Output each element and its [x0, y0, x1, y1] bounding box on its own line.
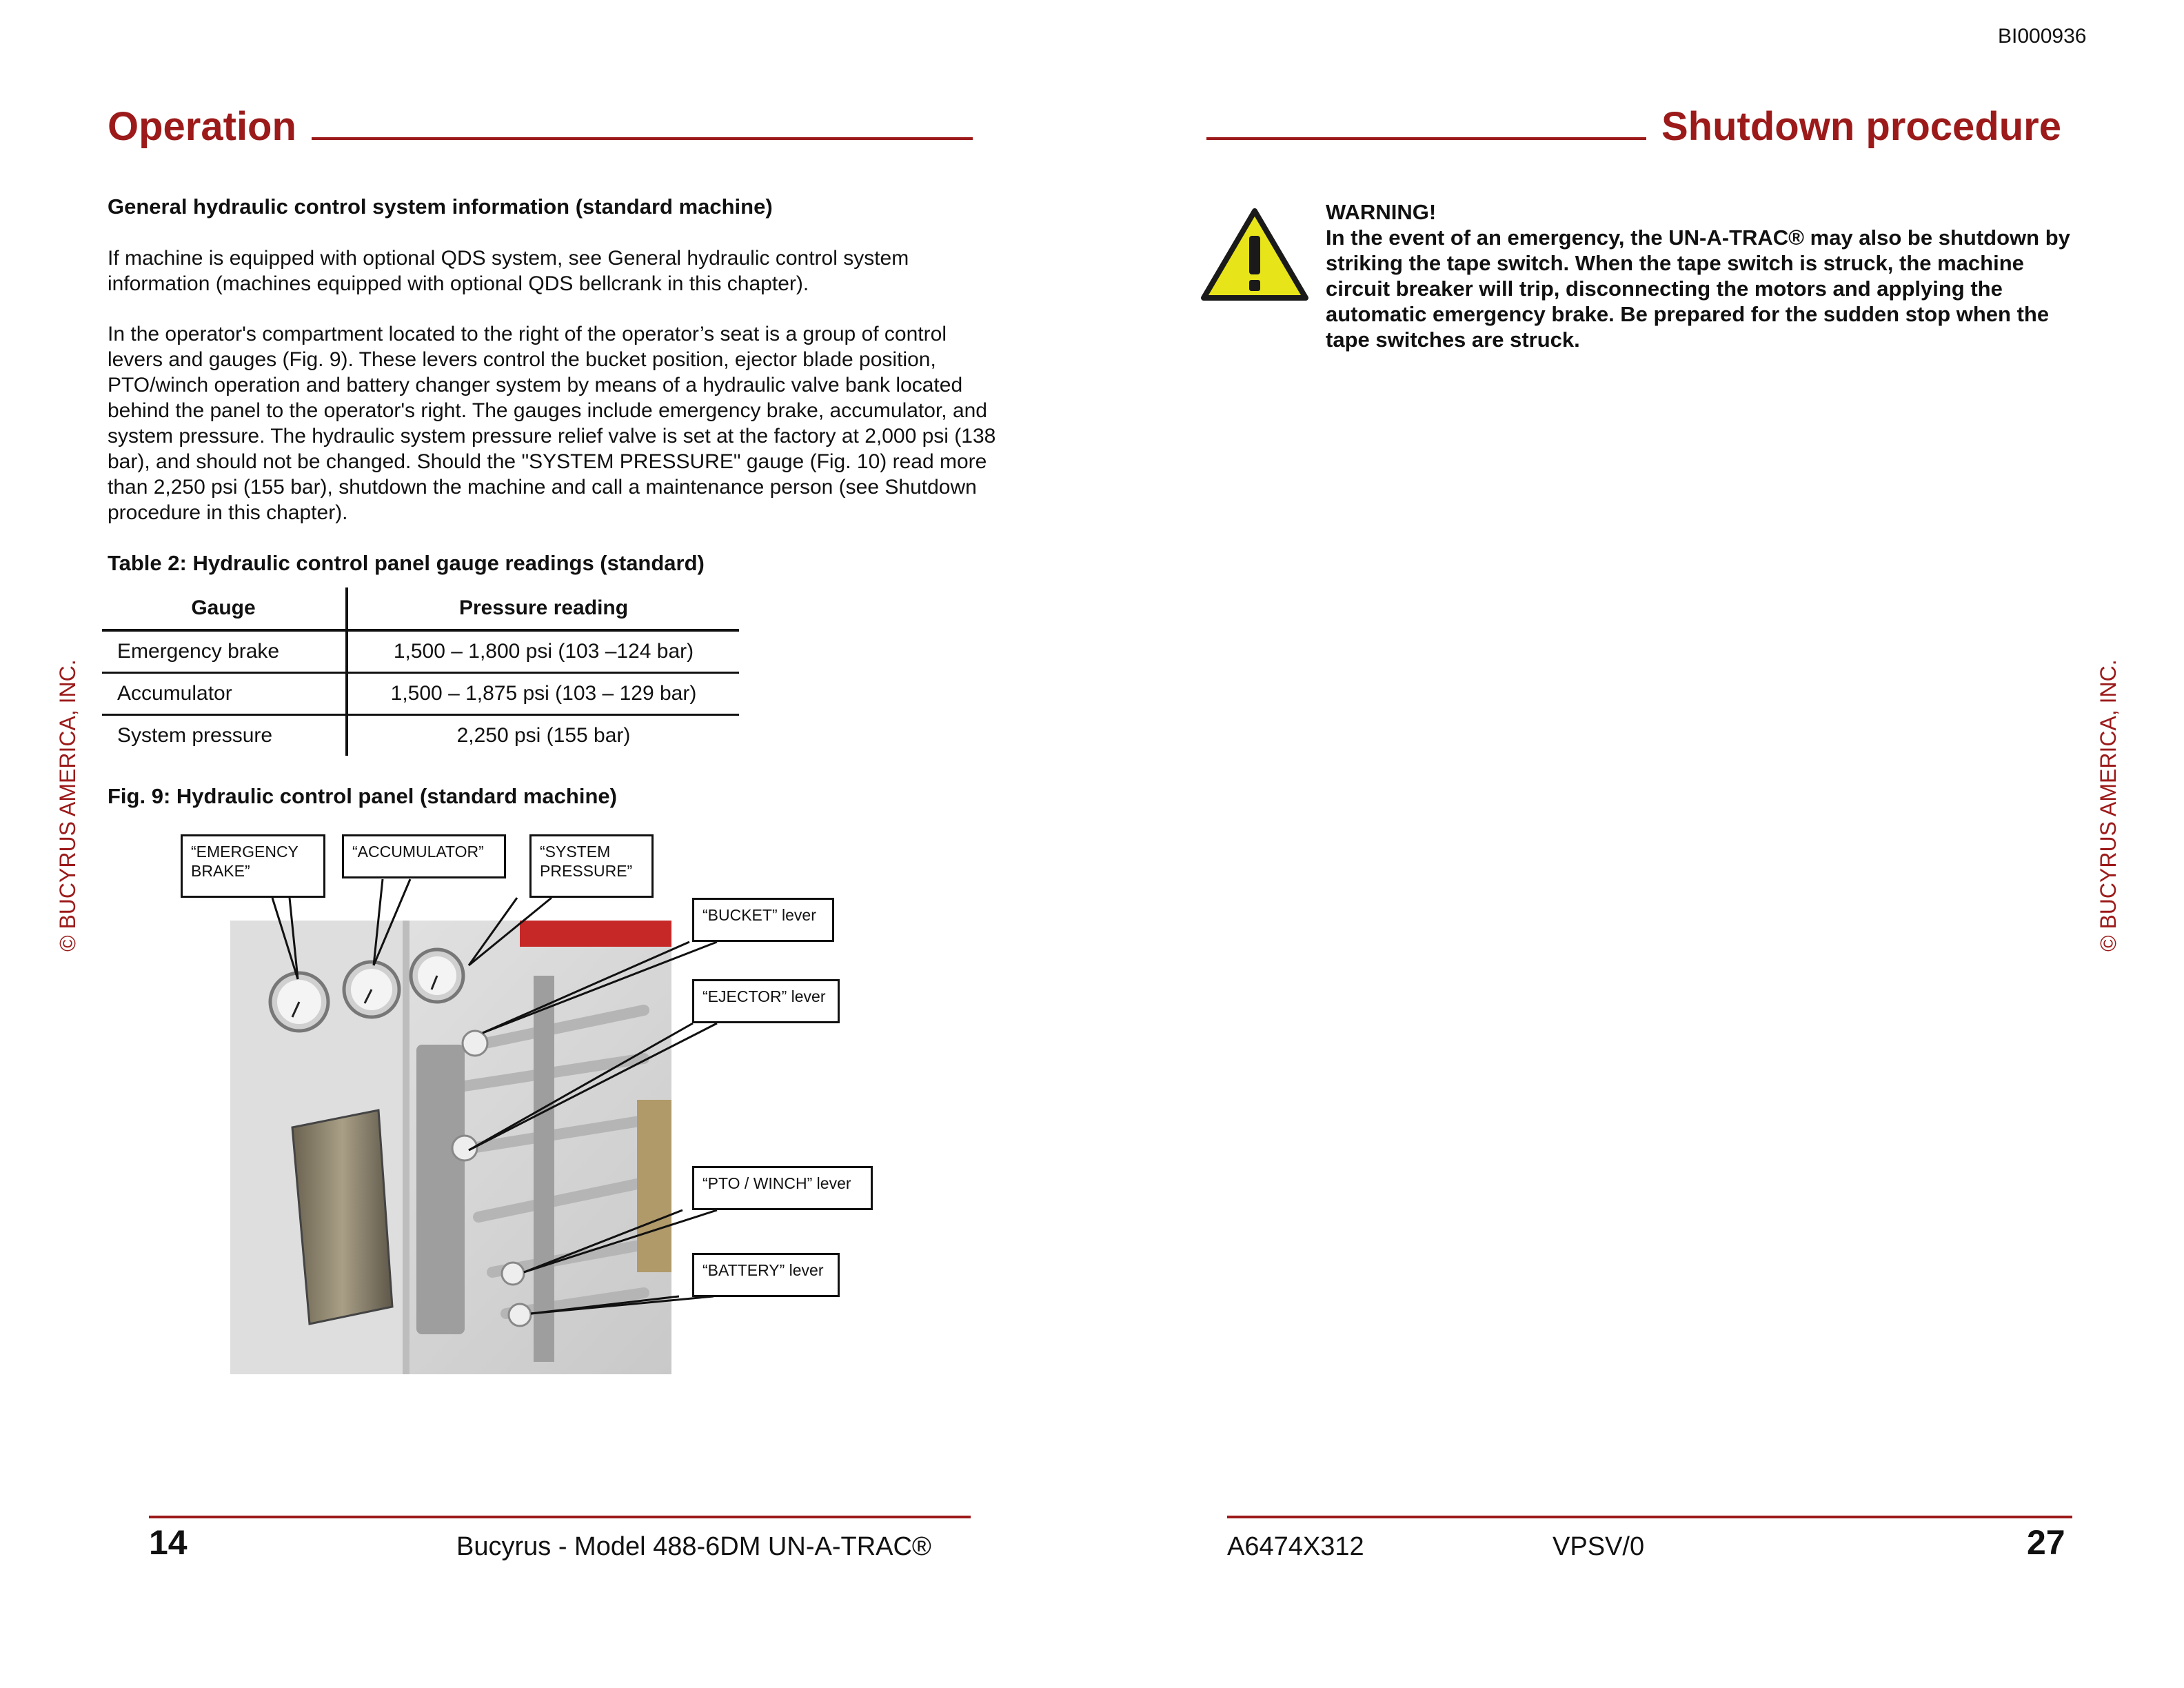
document-id: BI000936: [1998, 25, 2087, 48]
footer-rule-right: [1227, 1516, 2072, 1518]
hydraulic-panel-photo: [230, 921, 671, 1374]
cell-pressure: 1,500 – 1,875 psi (103 – 129 bar): [347, 673, 739, 715]
footer-rule-left: [149, 1516, 971, 1518]
cell-pressure: 1,500 – 1,800 psi (103 –124 bar): [347, 630, 739, 673]
sub-heading: General hydraulic control system information (standard machine): [108, 194, 773, 219]
footer-revision: VPSV/0: [1553, 1532, 1645, 1561]
table-row: [102, 630, 739, 673]
table-header-row: [102, 587, 739, 630]
callout-pto-winch-lever: “PTO / WINCH” lever: [692, 1166, 873, 1210]
copyright-left: © BUCYRUS AMERICA, INC.: [55, 659, 80, 952]
callout-system-pressure: “SYSTEM PRESSURE”: [529, 834, 654, 898]
callout-emergency-brake: “EMERGENCY BRAKE”: [181, 834, 325, 898]
footer-model: Bucyrus - Model 488-6DM UN-A-TRAC®: [456, 1532, 931, 1561]
callout-accumulator: “ACCUMULATOR”: [342, 834, 506, 878]
table-row: [102, 673, 739, 715]
copyright-right: © BUCYRUS AMERICA, INC.: [2096, 659, 2121, 952]
warning-body: In the event of an emergency, the UN-A-TRAC® may also be shutdown by striking the tape switch. When the tape switch is struck, the machine circuit breaker will trip, disconnecting the motors and applying the automatic emergency brake. Be prepared for the sudden stop when the tape switches are struck.: [1326, 225, 2070, 352]
section-heading-shutdown: [1206, 103, 2061, 150]
warning-title: WARNING!: [1326, 200, 1437, 224]
paragraph-controls: In the operator's compartment located to the right of the operator’s seat is a group of control levers and gauges (Fig. 9). These levers control the bucket position, ejector blade position, PTO/winch operation and battery changer system by means of a hydraulic valve bank located behind the panel to the operator's right. The gauges include emergency brake, accumulator, and system pressure. The hydraulic system pressure relief valve is set at the factory at 2,000 psi (138 bar), and should not be changed. Should the "SYSTEM PRESSURE" gauge (Fig. 10) read more than 2,250 psi (155 bar), shutdown the machine and call a maintenance person (see Shutdown procedure in this chapter).: [108, 323, 996, 524]
callout-bucket-lever: “BUCKET” lever: [692, 898, 834, 942]
heading-text: Shutdown procedure: [1661, 104, 2061, 149]
warning-icon: [1200, 207, 1310, 303]
header-gauge: Gauge: [102, 587, 347, 630]
paragraph-qds: If machine is equipped with optional QDS system, see General hydraulic control system information (machines equipped with optional QDS bellcrank in this chapter).: [108, 247, 909, 295]
cell-gauge: Emergency brake: [102, 630, 347, 673]
callout-battery-lever: “BATTERY” lever: [692, 1253, 840, 1297]
callout-ejector-lever: “EJECTOR” lever: [692, 979, 840, 1023]
heading-rule: [312, 137, 973, 140]
header-pressure: Pressure reading: [347, 587, 739, 630]
page-number-left: 14: [149, 1523, 188, 1562]
heading-rule: [1206, 137, 1646, 140]
footer-code: A6474X312: [1227, 1532, 1364, 1561]
cell-gauge: Accumulator: [102, 673, 347, 715]
gauge-readings-table: [102, 587, 739, 756]
cell-pressure: 2,250 psi (155 bar): [456, 724, 631, 747]
table-title: Table 2: Hydraulic control panel gauge readings (standard): [108, 551, 705, 575]
warning-block: [1326, 199, 2084, 352]
heading-text: Operation: [108, 104, 296, 149]
table-row: [102, 715, 739, 756]
cell-gauge: System pressure: [102, 715, 347, 756]
page-number-right: 27: [2027, 1523, 2065, 1562]
section-heading-operation: [108, 103, 973, 150]
figure-title: Fig. 9: Hydraulic control panel (standard machine): [108, 784, 617, 808]
